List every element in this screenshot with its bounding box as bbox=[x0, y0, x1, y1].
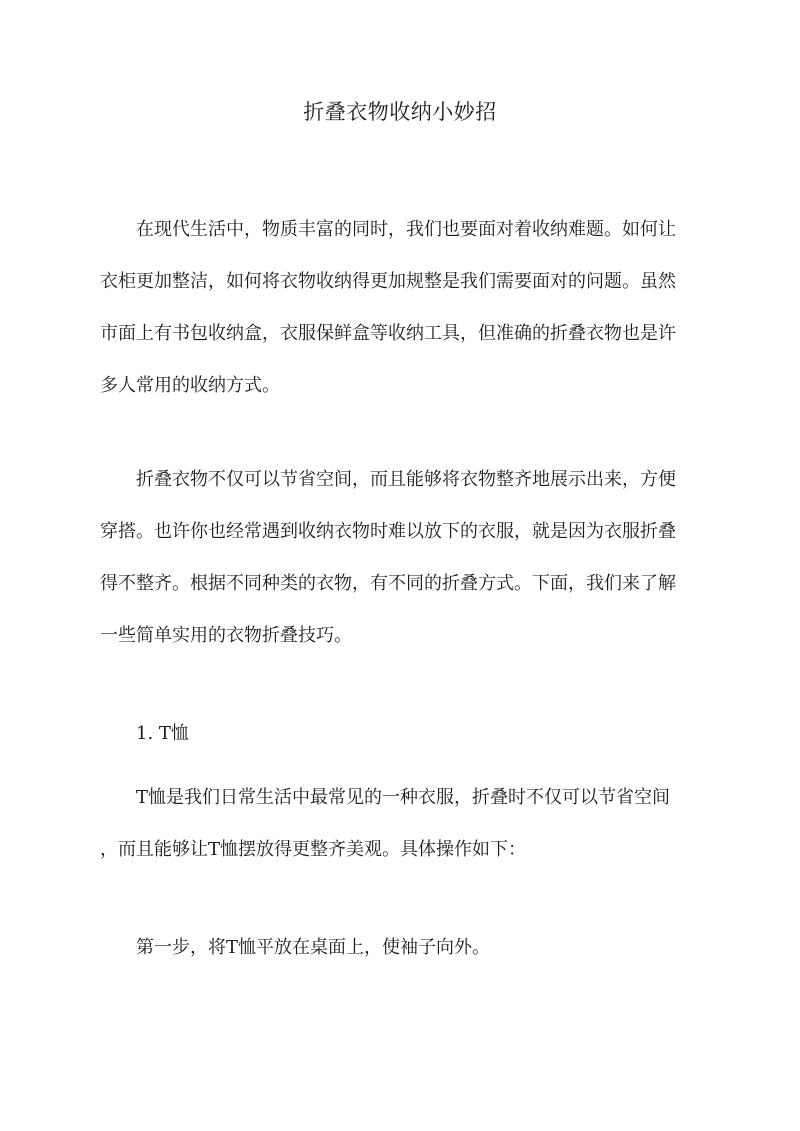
document-title: 折叠衣物收纳小妙招 bbox=[303, 100, 497, 124]
paragraph-line: 穿搭。也许你也经常遇到收纳衣物时难以放下的衣服，就是因为衣服折叠 bbox=[100, 521, 676, 542]
paragraph-line: 得不整齐。根据不同种类的衣物，有不同的折叠方式。下面，我们来了解 bbox=[100, 573, 676, 594]
paragraph-benefits bbox=[100, 454, 703, 662]
paragraph-line: 衣柜更加整洁，如何将衣物收纳得更加规整是我们需要面对的问题。虽然 bbox=[100, 271, 676, 292]
paragraph-line: 市面上有书包收纳盒，衣服保鲜盒等收纳工具，但准确的折叠衣物也是许 bbox=[100, 323, 676, 344]
paragraph-tshirt bbox=[100, 772, 703, 876]
step-one: 第一步，将T恤平放在桌面上，使袖子向外。 bbox=[136, 937, 491, 958]
paragraph-line: ，而且能够让T恤摆放得更整齐美观。具体操作如下： bbox=[100, 839, 527, 860]
paragraph-line: 多人常用的收纳方式。 bbox=[100, 375, 280, 396]
paragraph-line: T恤是我们日常生活中最常见的一种衣服，折叠时不仅可以节省空间 bbox=[136, 787, 671, 808]
section-heading-tshirt: 1. T恤 bbox=[136, 723, 189, 744]
paragraph-line: 在现代生活中，物质丰富的同时，我们也要面对着收纳难题。如何让 bbox=[136, 219, 676, 240]
paragraph-intro bbox=[100, 204, 703, 412]
paragraph-line: 一些简单实用的衣物折叠技巧。 bbox=[100, 625, 352, 646]
paragraph-line: 折叠衣物不仅可以节省空间，而且能够将衣物整齐地展示出来，方便 bbox=[136, 469, 676, 490]
